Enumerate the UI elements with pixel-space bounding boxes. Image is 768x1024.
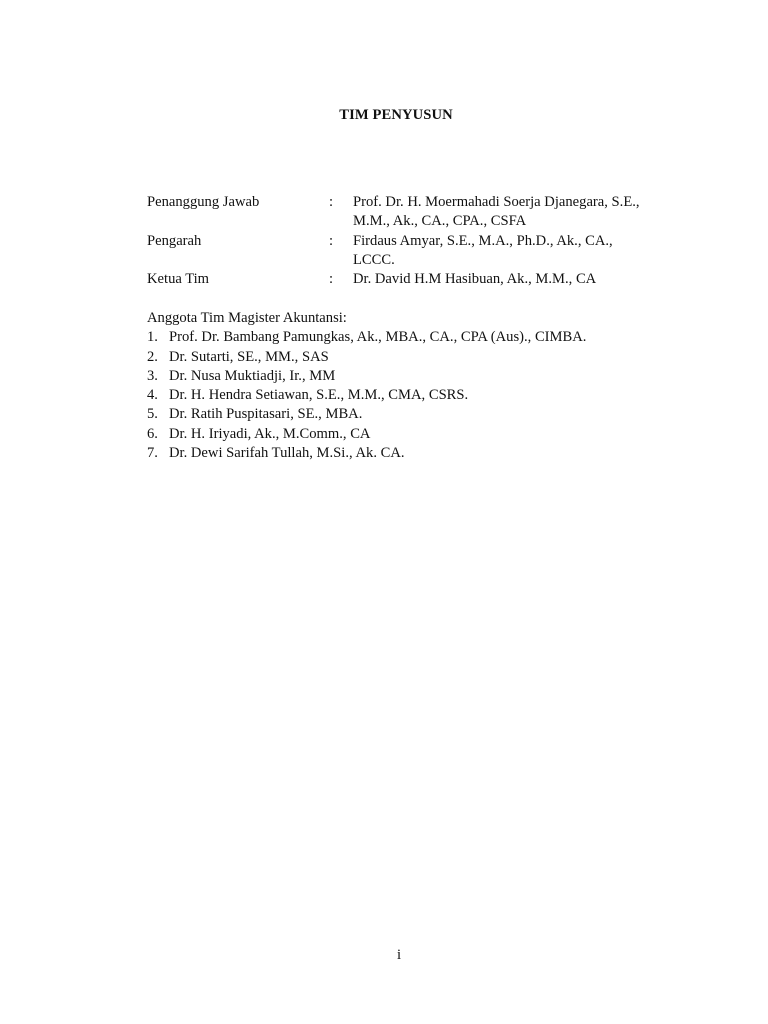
role-value: [353, 270, 683, 289]
page-number: i: [396, 947, 402, 963]
list-item: [147, 405, 586, 424]
member-number: 7.: [147, 445, 158, 462]
role-row-penanggung-jawab: [147, 193, 683, 232]
member-number: 6.: [147, 425, 158, 442]
member-number: 4.: [147, 387, 158, 404]
members-section: [147, 309, 586, 463]
member-name: Dr. Ratih Puspitasari, SE., MBA.: [169, 406, 363, 423]
role-value: [353, 193, 683, 232]
role-value-line: Dr. David H.M Hasibuan, Ak., M.M., CA: [353, 271, 597, 288]
role-separator: :: [329, 194, 334, 210]
member-name: Dr. Nusa Muktiadji, Ir., MM: [169, 367, 336, 384]
list-item: [147, 386, 586, 405]
role-label: Ketua Tim: [147, 271, 210, 288]
member-name: Dr. H. Hendra Setiawan, S.E., M.M., CMA, CSRS.: [169, 387, 469, 404]
member-number: 3.: [147, 367, 158, 384]
member-name: Prof. Dr. Bambang Pamungkas, Ak., MBA., CA., CPA (Aus)., CIMBA.: [169, 329, 587, 346]
member-number: 2.: [147, 348, 158, 365]
list-item: [147, 367, 586, 386]
list-item: [147, 348, 586, 367]
roles-section: [147, 193, 683, 289]
member-name: Dr. Dewi Sarifah Tullah, M.Si., Ak. CA.: [169, 445, 405, 462]
role-row-pengarah: [147, 232, 683, 271]
role-separator: :: [329, 232, 334, 249]
member-number: 5.: [147, 406, 158, 423]
role-label: Penanggung Jawab: [147, 194, 260, 210]
role-value: [353, 232, 683, 271]
member-number: 1.: [147, 329, 158, 346]
page-title: TIM PENYUSUN: [339, 107, 453, 123]
member-list: [147, 328, 586, 463]
member-name: Dr. Sutarti, SE., MM., SAS: [169, 348, 329, 365]
member-name: Dr. H. Iriyadi, Ak., M.Comm., CA: [169, 425, 371, 442]
members-heading: Anggota Tim Magister Akuntansi:: [147, 310, 347, 326]
list-item: [147, 328, 586, 347]
role-separator: :: [329, 271, 334, 288]
role-value-line: Prof. Dr. H. Moermahadi Soerja Djanegara, S.E.,: [353, 194, 640, 210]
list-item: [147, 444, 586, 463]
role-label: Pengarah: [147, 232, 202, 249]
role-value-line: M.M., Ak., CA., CPA., CSFA: [353, 213, 527, 230]
list-item: [147, 425, 586, 444]
role-row-ketua-tim: [147, 270, 683, 289]
role-value-line: LCCC.: [353, 251, 395, 268]
role-value-line: Firdaus Amyar, S.E., M.A., Ph.D., Ak., CA.,: [353, 232, 613, 249]
